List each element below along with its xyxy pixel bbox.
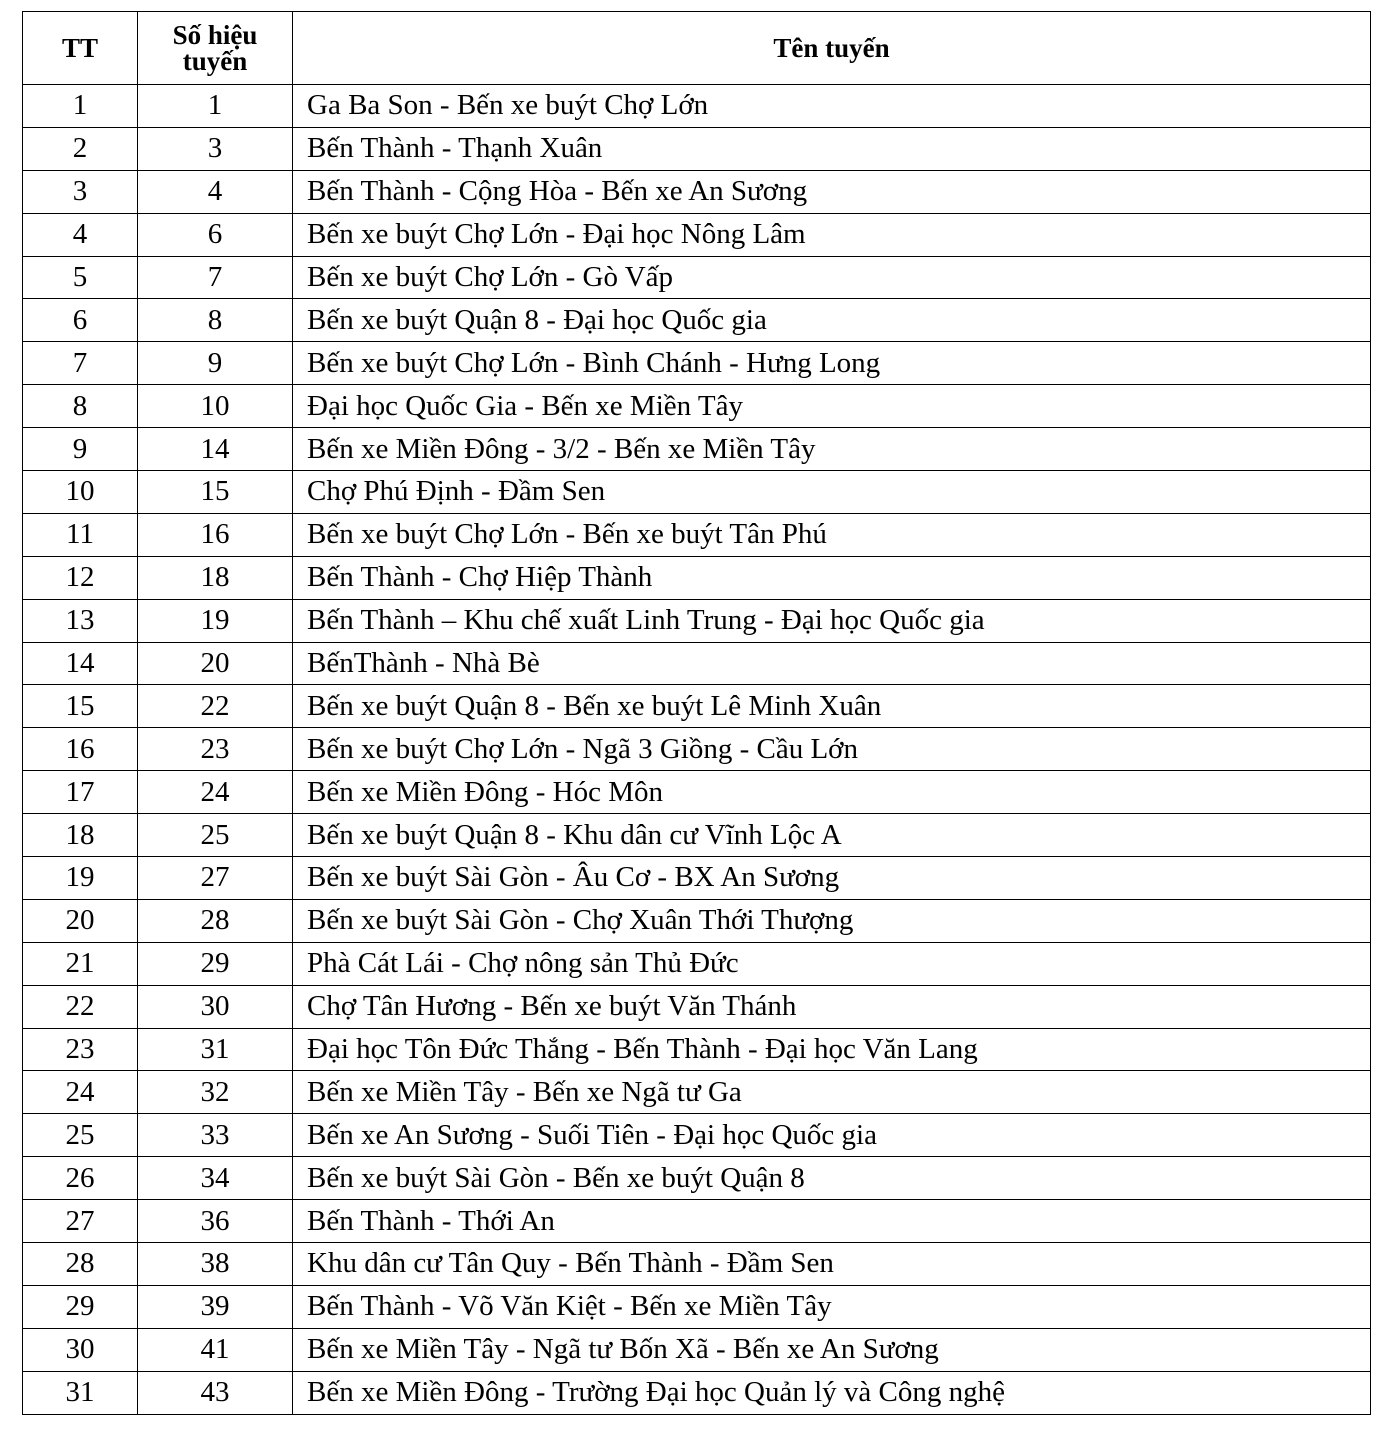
cell-route-number: 28: [138, 899, 293, 942]
cell-tt: 28: [23, 1243, 138, 1286]
table-row: [23, 1200, 1371, 1243]
cell-route-number: 32: [138, 1071, 293, 1114]
table-row: [23, 471, 1371, 514]
cell-tt: 31: [23, 1371, 138, 1414]
cell-tt: 7: [23, 342, 138, 385]
cell-tt: 14: [23, 642, 138, 685]
cell-tt: 24: [23, 1071, 138, 1114]
cell-route-name: Bến Thành - Cộng Hòa - Bến xe An Sương: [293, 170, 1371, 213]
cell-route-name: Bến xe buýt Quận 8 - Đại học Quốc gia: [293, 299, 1371, 342]
cell-tt: 4: [23, 213, 138, 256]
cell-route-name: Bến xe Miền Tây - Bến xe Ngã tư Ga: [293, 1071, 1371, 1114]
header-route-number-line2: tuyến: [182, 46, 248, 76]
cell-tt: 9: [23, 428, 138, 471]
cell-route-name: Bến Thành – Khu chế xuất Linh Trung - Đại học Quốc gia: [293, 599, 1371, 642]
cell-tt: 11: [23, 513, 138, 556]
cell-route-name: Bến Thành - Thới An: [293, 1200, 1371, 1243]
cell-tt: 23: [23, 1028, 138, 1071]
cell-route-name: Chợ Tân Hương - Bến xe buýt Văn Thánh: [293, 985, 1371, 1028]
cell-tt: 27: [23, 1200, 138, 1243]
cell-tt: 15: [23, 685, 138, 728]
cell-route-name: Đại học Quốc Gia - Bến xe Miền Tây: [293, 385, 1371, 428]
table-row: [23, 685, 1371, 728]
table-row: [23, 556, 1371, 599]
header-tt: TT: [23, 12, 138, 85]
cell-route-number: 30: [138, 985, 293, 1028]
cell-tt: 1: [23, 85, 138, 128]
cell-route-number: 38: [138, 1243, 293, 1286]
cell-route-name: Bến xe buýt Chợ Lớn - Bến xe buýt Tân Phú: [293, 513, 1371, 556]
cell-route-number: 16: [138, 513, 293, 556]
cell-route-number: 4: [138, 170, 293, 213]
cell-route-number: 33: [138, 1114, 293, 1157]
table-row: [23, 342, 1371, 385]
cell-tt: 5: [23, 256, 138, 299]
cell-route-name: Bến xe buýt Chợ Lớn - Bình Chánh - Hưng Long: [293, 342, 1371, 385]
table-row: [23, 899, 1371, 942]
cell-route-name: Chợ Phú Định - Đầm Sen: [293, 471, 1371, 514]
cell-route-number: 8: [138, 299, 293, 342]
cell-route-name: Bến xe buýt Sài Gòn - Bến xe buýt Quận 8: [293, 1157, 1371, 1200]
cell-route-name: Bến xe buýt Quận 8 - Khu dân cư Vĩnh Lộc A: [293, 814, 1371, 857]
table-row: [23, 814, 1371, 857]
table-row: [23, 1028, 1371, 1071]
cell-tt: 22: [23, 985, 138, 1028]
cell-route-number: 20: [138, 642, 293, 685]
cell-route-number: 36: [138, 1200, 293, 1243]
cell-route-number: 23: [138, 728, 293, 771]
table-row: [23, 256, 1371, 299]
cell-route-name: Phà Cát Lái - Chợ nông sản Thủ Đức: [293, 942, 1371, 985]
cell-route-name: Bến Thành - Võ Văn Kiệt - Bến xe Miền Tây: [293, 1285, 1371, 1328]
table-row: [23, 1071, 1371, 1114]
cell-tt: 10: [23, 471, 138, 514]
cell-tt: 29: [23, 1285, 138, 1328]
header-row: [23, 12, 1371, 85]
table-row: [23, 213, 1371, 256]
cell-route-number: 22: [138, 685, 293, 728]
cell-tt: 25: [23, 1114, 138, 1157]
cell-tt: 16: [23, 728, 138, 771]
cell-tt: 6: [23, 299, 138, 342]
cell-route-number: 31: [138, 1028, 293, 1071]
cell-route-number: 34: [138, 1157, 293, 1200]
table-row: [23, 1371, 1371, 1414]
cell-route-name: Khu dân cư Tân Quy - Bến Thành - Đầm Sen: [293, 1243, 1371, 1286]
cell-route-name: Bến xe Miền Đông - Trường Đại học Quản lý và Công nghệ: [293, 1371, 1371, 1414]
header-route-number-line1: Số hiệu: [172, 20, 258, 50]
table-row: [23, 1114, 1371, 1157]
table-row: [23, 85, 1371, 128]
cell-tt: 20: [23, 899, 138, 942]
cell-route-name: Bến xe Miền Tây - Ngã tư Bốn Xã - Bến xe An Sương: [293, 1328, 1371, 1371]
cell-tt: 30: [23, 1328, 138, 1371]
table-row: [23, 1243, 1371, 1286]
cell-route-name: Bến xe An Sương - Suối Tiên - Đại học Quốc gia: [293, 1114, 1371, 1157]
table-body: [23, 85, 1371, 1415]
bus-routes-table: [22, 11, 1371, 1415]
table-row: [23, 599, 1371, 642]
cell-route-name: Bến xe buýt Sài Gòn - Âu Cơ - BX An Sương: [293, 857, 1371, 900]
cell-tt: 21: [23, 942, 138, 985]
cell-route-name: Bến xe buýt Quận 8 - Bến xe buýt Lê Minh Xuân: [293, 685, 1371, 728]
cell-route-name: Bến xe Miền Đông - Hóc Môn: [293, 771, 1371, 814]
header-route-name: Tên tuyến: [293, 12, 1371, 85]
cell-route-name: Bến xe buýt Sài Gòn - Chợ Xuân Thới Thượng: [293, 899, 1371, 942]
cell-tt: 8: [23, 385, 138, 428]
table-row: [23, 985, 1371, 1028]
table-row: [23, 642, 1371, 685]
cell-tt: 19: [23, 857, 138, 900]
cell-route-number: 3: [138, 127, 293, 170]
cell-route-number: 6: [138, 213, 293, 256]
cell-route-name: BếnThành - Nhà Bè: [293, 642, 1371, 685]
table-row: [23, 513, 1371, 556]
cell-route-number: 39: [138, 1285, 293, 1328]
cell-tt: 13: [23, 599, 138, 642]
cell-route-name: Ga Ba Son - Bến xe buýt Chợ Lớn: [293, 85, 1371, 128]
table-row: [23, 170, 1371, 213]
cell-route-number: 9: [138, 342, 293, 385]
cell-route-number: 25: [138, 814, 293, 857]
cell-tt: 18: [23, 814, 138, 857]
cell-route-name: Bến xe buýt Chợ Lớn - Ngã 3 Giồng - Cầu Lớn: [293, 728, 1371, 771]
cell-route-number: 1: [138, 85, 293, 128]
table-row: [23, 1157, 1371, 1200]
cell-tt: 26: [23, 1157, 138, 1200]
cell-route-name: Bến Thành - Chợ Hiệp Thành: [293, 556, 1371, 599]
cell-route-number: 43: [138, 1371, 293, 1414]
cell-route-number: 14: [138, 428, 293, 471]
table-row: [23, 428, 1371, 471]
table-row: [23, 771, 1371, 814]
cell-route-number: 15: [138, 471, 293, 514]
cell-route-number: 19: [138, 599, 293, 642]
cell-route-number: 27: [138, 857, 293, 900]
cell-route-name: Bến xe Miền Đông - 3/2 - Bến xe Miền Tây: [293, 428, 1371, 471]
cell-tt: 3: [23, 170, 138, 213]
table-row: [23, 857, 1371, 900]
cell-tt: 12: [23, 556, 138, 599]
table-row: [23, 728, 1371, 771]
cell-tt: 17: [23, 771, 138, 814]
cell-route-name: Đại học Tôn Đức Thắng - Bến Thành - Đại học Văn Lang: [293, 1028, 1371, 1071]
cell-route-number: 29: [138, 942, 293, 985]
cell-route-number: 24: [138, 771, 293, 814]
table-row: [23, 1285, 1371, 1328]
table-row: [23, 127, 1371, 170]
cell-route-name: Bến xe buýt Chợ Lớn - Đại học Nông Lâm: [293, 213, 1371, 256]
cell-tt: 2: [23, 127, 138, 170]
header-route-number: [138, 12, 293, 85]
table-header: [23, 12, 1371, 85]
table-row: [23, 299, 1371, 342]
cell-route-name: Bến xe buýt Chợ Lớn - Gò Vấp: [293, 256, 1371, 299]
table-row: [23, 942, 1371, 985]
table-row: [23, 385, 1371, 428]
cell-route-name: Bến Thành - Thạnh Xuân: [293, 127, 1371, 170]
cell-route-number: 41: [138, 1328, 293, 1371]
cell-route-number: 7: [138, 256, 293, 299]
cell-route-number: 18: [138, 556, 293, 599]
table-row: [23, 1328, 1371, 1371]
cell-route-number: 10: [138, 385, 293, 428]
